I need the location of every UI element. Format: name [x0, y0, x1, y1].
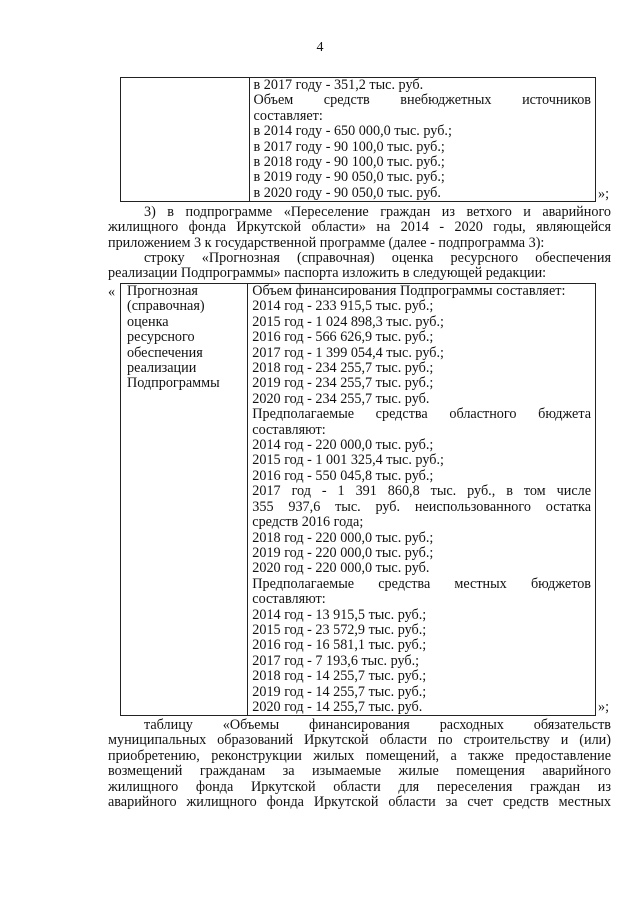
value-line: 2018 год - 234 255,7 тыс. руб.; — [252, 360, 434, 377]
resource-table — [120, 283, 596, 716]
main-open-quote: « — [108, 284, 116, 300]
value-line: 2019 год - 220 000,0 тыс. руб.; — [252, 544, 434, 561]
value-line: 2017 год - 1 399 054,4 тыс. руб.; — [252, 344, 444, 361]
value-line: 2020 год - 234 255,7 тыс. руб. — [252, 390, 430, 407]
value-line: 2014 год - 13 915,5 тыс. руб.; — [252, 606, 427, 623]
value-line: 2017 год - 7 193,6 тыс. руб.; — [252, 652, 420, 669]
value-line: 2016 год - 566 626,9 тыс. руб.; — [252, 329, 434, 346]
value-line: составляют: — [252, 591, 326, 608]
paragraph-row-instruction — [108, 251, 611, 282]
value-line: составляют: — [252, 421, 326, 438]
top-line: в 2018 году - 90 100,0 тыс. руб.; — [253, 154, 445, 171]
value-line: 2017 год - 1 391 860,8 тыс. руб., в том числе — [252, 483, 591, 500]
value-line: 2018 год - 14 255,7 тыс. руб.; — [252, 668, 427, 685]
label-line: Подпрограммы — [127, 375, 220, 392]
value-line: 2020 год - 14 255,7 тыс. руб. — [252, 698, 423, 715]
text-line: приобретению, реконструкции жилых помещений, а также предоставление — [108, 747, 611, 764]
top-line: в 2019 году - 90 050,0 тыс. руб.; — [253, 169, 445, 186]
text-line: жилищного фонда Иркутской области» на 2014 - 2020 годы, являющейся — [108, 219, 611, 236]
value-line: 2014 год - 220 000,0 тыс. руб.; — [252, 437, 434, 454]
value-line: 2019 год - 14 255,7 тыс. руб.; — [252, 683, 427, 700]
value-line: 2019 год - 234 255,7 тыс. руб.; — [252, 375, 434, 392]
top-table — [120, 77, 596, 202]
top-line: в 2017 году - 90 100,0 тыс. руб.; — [253, 138, 445, 155]
value-line: 2016 год - 16 581,1 тыс. руб.; — [252, 637, 427, 654]
label-line: (справочная) — [127, 298, 205, 315]
text-line: приложением 3 к государственной программе (далее - подпрограмма 3): — [108, 234, 545, 251]
value-line: 2018 год - 220 000,0 тыс. руб.; — [252, 529, 434, 546]
value-line: Предполагаемые средства областного бюджета — [252, 406, 591, 423]
top-close-quote: »; — [598, 186, 610, 202]
text-line: жилищного фонда Иркутской области для переселения граждан из — [108, 778, 611, 795]
value-line: 2016 год - 550 045,8 тыс. руб.; — [252, 467, 434, 484]
label-line: оценка — [127, 313, 169, 330]
value-line: 2015 год - 1 024 898,3 тыс. руб.; — [252, 313, 444, 330]
top-line: в 2014 году - 650 000,0 тыс. руб.; — [253, 123, 452, 140]
value-line: Объем финансирования Подпрограммы составляет: — [252, 283, 566, 299]
label-line: реализации — [127, 360, 197, 377]
value-line: 2014 год - 233 915,5 тыс. руб.; — [252, 298, 434, 315]
text-line: возмещений гражданам за изымаемые жилые помещения аварийного — [108, 763, 611, 780]
top-line: в 2017 году - 351,2 тыс. руб. — [253, 77, 424, 93]
value-line: 2015 год - 23 572,9 тыс. руб.; — [252, 621, 427, 638]
top-line: в 2020 году - 90 050,0 тыс. руб. — [253, 184, 441, 201]
top-line: Объем средств внебюджетных источников — [253, 92, 591, 109]
text-line: таблицу «Объемы финансирования расходных обязательств — [144, 717, 611, 733]
label-line: обеспечения — [127, 344, 203, 361]
top-table-left-cell — [121, 78, 250, 202]
page-number: 4 — [316, 40, 324, 55]
label-line: Прогнозная — [127, 283, 198, 299]
label-line: ресурсного — [127, 329, 195, 346]
text-line: муниципальных образований Иркутской области по строительству и (или) — [108, 732, 611, 749]
text-line: реализации Подпрограммы» паспорта изложить в следующей редакции: — [108, 265, 547, 282]
text-line: аварийного жилищного фонда Иркутской области за счет средств местных — [108, 794, 611, 811]
main-close-quote: »; — [598, 699, 610, 715]
resource-values-cell — [248, 284, 596, 716]
value-line: 2020 год - 220 000,0 тыс. руб. — [252, 560, 430, 577]
value-line: средств 2016 года; — [252, 514, 364, 531]
value-line: 355 937,6 тыс. руб. неиспользованного остатка — [252, 498, 591, 515]
value-line: Предполагаемые средства местных бюджетов — [252, 575, 591, 592]
paragraph-table-instruction — [108, 718, 611, 810]
text-line: строку «Прогнозная (справочная) оценка ресурсного обеспечения — [144, 250, 611, 266]
resource-label-cell — [121, 284, 248, 716]
top-table-right-cell — [249, 78, 595, 202]
paragraph-subprogram-3 — [108, 205, 611, 251]
value-line: 2015 год - 1 001 325,4 тыс. руб.; — [252, 452, 444, 469]
text-line: 3) в подпрограмме «Переселение граждан из ветхого и аварийного — [144, 204, 611, 220]
top-line: составляет: — [253, 107, 323, 124]
